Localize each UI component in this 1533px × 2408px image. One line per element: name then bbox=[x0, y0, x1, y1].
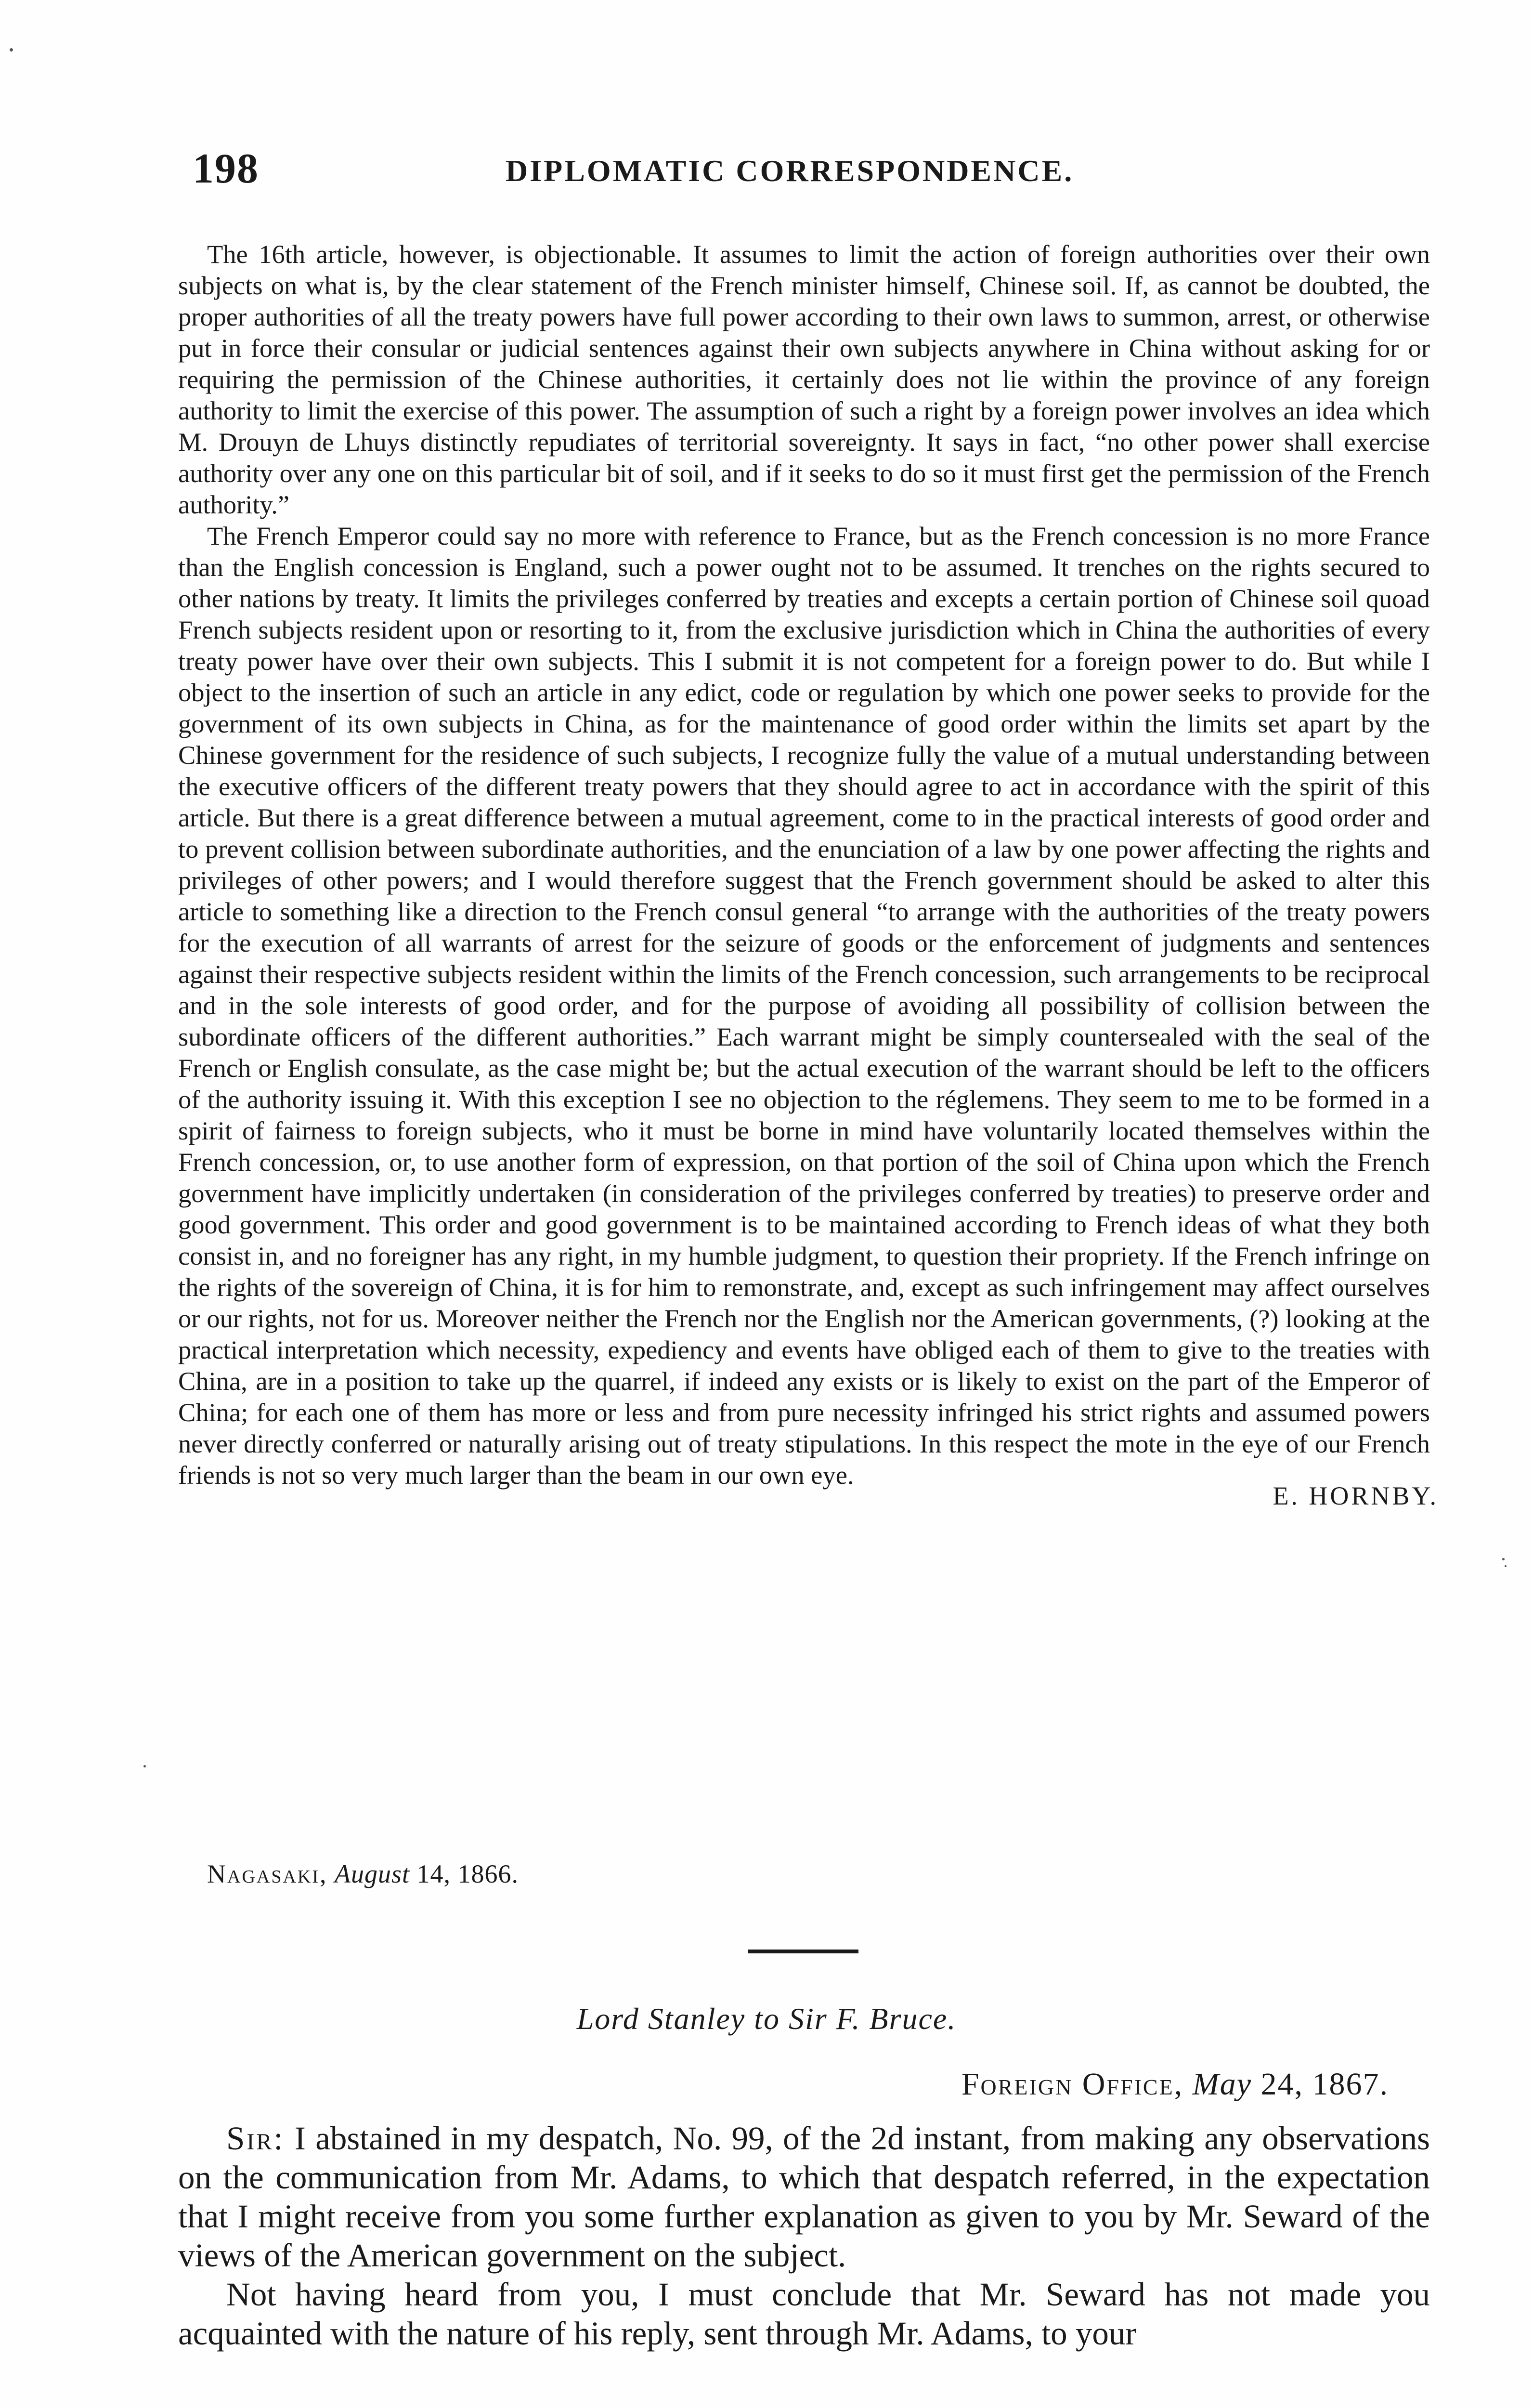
paragraph-abstained-text: I abstained in my despatch, No. 99, of the 2d instant, from making any observations on the communication from Mr. Adams, to which that despatch referred, in the expectation that I might receive from you some further explanation as given to you by Mr. Seward of the views of the American government on the subject. bbox=[178, 2120, 1430, 2274]
sender-office: Foreign Office, bbox=[961, 2067, 1184, 2102]
stanley-letter-text bbox=[178, 2119, 1430, 2353]
dateline-day-year: 14, 1866. bbox=[416, 1859, 519, 1888]
signature: E. HORNBY. bbox=[1273, 1481, 1439, 1510]
salutation: Sir: bbox=[226, 2120, 285, 2157]
dateline-nagasaki bbox=[207, 1859, 519, 1889]
running-header bbox=[193, 144, 1430, 197]
dateline-place: Nagasaki, bbox=[207, 1859, 328, 1888]
print-speck bbox=[10, 48, 13, 52]
letter-title: Lord Stanley to Sir F. Bruce. bbox=[576, 2002, 957, 2036]
hornby-letter-text bbox=[178, 238, 1430, 1491]
running-title: DIPLOMATIC CORRESPONDENCE. bbox=[506, 154, 1074, 188]
print-speck bbox=[1502, 1558, 1505, 1560]
letter-day-year: 24, 1867. bbox=[1260, 2067, 1389, 2102]
paragraph-article-16: The 16th article, however, is objectionable. It assumes to limit the action of foreign authorities over their own subjects on what is, by the clear statement of the French minister himself, Chinese soil. If, as cannot be doubted, the proper authorities of all the treaty powers have full power according to their own laws to summon, arrest, or otherwise put in force their consular or judicial sentences against their own subjects anywhere in China without asking for or requiring the permission of the Chinese authorities, it certainly does not lie within the province of any foreign authority to limit the exercise of this power. The assumption of such a right by a foreign power involves an idea which M. Drouyn de Lhuys distinctly repudiates of territorial sovereignty. It says in fact, “no other power shall exercise authority over any one on this particular bit of soil, and if it seeks to do so it must first get the permission of the French authority.” bbox=[178, 239, 1430, 519]
paragraph-abstained bbox=[178, 2119, 1430, 2275]
dateline-month: August bbox=[335, 1859, 410, 1888]
page-number: 198 bbox=[193, 145, 259, 192]
paragraph-not-heard: Not having heard from you, I must conclude that Mr. Seward has not made you acquainted with the nature of his reply, sent through Mr. Adams, to your bbox=[178, 2276, 1430, 2352]
paragraph-french-emperor: The French Emperor could say no more with reference to France, but as the French concession is no more France than the English concession is England, such a power ought not to be assumed. It trenches on the rights secured to other nations by treaty. It limits the privileges conferred by treaties and excepts a certain portion of Chinese soil quoad French subjects resident upon or resorting to it, from the exclusive jurisdiction which in China the authorities of every treaty power have over their own subjects. This I submit it is not competent for a foreign power to do. But while I object to the insertion of such an article in any edict, code or regulation by which one power seeks to provide for the government of its own subjects in China, as for the maintenance of good order within the limits set apart by the Chinese government for the residence of such subjects, I recognize fully the value of a mutual understanding between the executive officers of the different treaty powers that they should agree to act in accordance with the spirit of this article. But there is a great difference between a mutual agreement, come to in the practical interests of good order and to prevent collision between subordinate authorities, and the enunciation of a law by one power affecting the rights and privileges of other powers; and I would therefore suggest that the French government should be asked to alter this article to something like a direction to the French consul general “to arrange with the authorities of the treaty powers for the execution of all warrants of arrest for the seizure of goods or the enforcement of judgments and sentences against their respective subjects resident within the limits of the French concession, such arrangements to be reciprocal and in the sole interests of good order, and for the purpose of avoiding all possibility of collision between the subordinate officers of the different authorities.” Each warrant might be simply countersealed with the seal of the French or English consulate, as the case might be; but the actual execution of the warrant should be left to the officers of the authority issuing it. With this exception I see no objection to the réglemens. They seem to me to be formed in a spirit of fairness to foreign subjects, who it must be borne in mind have voluntarily located themselves within the French concession, or, to use another form of expression, on that portion of the soil of China upon which the French government have implicitly undertaken (in consideration of the privileges conferred by treaties) to preserve order and good government. This order and good government is to be maintained according to French ideas of what they both consist in, and no foreigner has any right, in my humble judgment, to question their propriety. If the French infringe on the rights of the sovereign of China, it is for him to remonstrate, and, except as such infringement may affect ourselves or our rights, not for us. Moreover neither the French nor the English nor the American governments, (?) looking at the practical interpretation which necessity, expediency and events have obliged each of them to give to the treaties with China, are in a position to take up the quarrel, if indeed any exists or is likely to exist on the part of the Emperor of China; for each one of them has more or less and from pure necessity infringed his strict rights and assumed powers never directly conferred or naturally arising out of treaty stipulations. In this respect the mote in the eye of our French friends is not so very much larger than the beam in our own eye. bbox=[178, 521, 1430, 1490]
print-speck bbox=[143, 1765, 146, 1767]
print-speck bbox=[1505, 1565, 1507, 1567]
letter-month: May bbox=[1192, 2067, 1252, 2102]
section-divider bbox=[748, 1950, 858, 1953]
place-date-line bbox=[961, 2066, 1389, 2103]
